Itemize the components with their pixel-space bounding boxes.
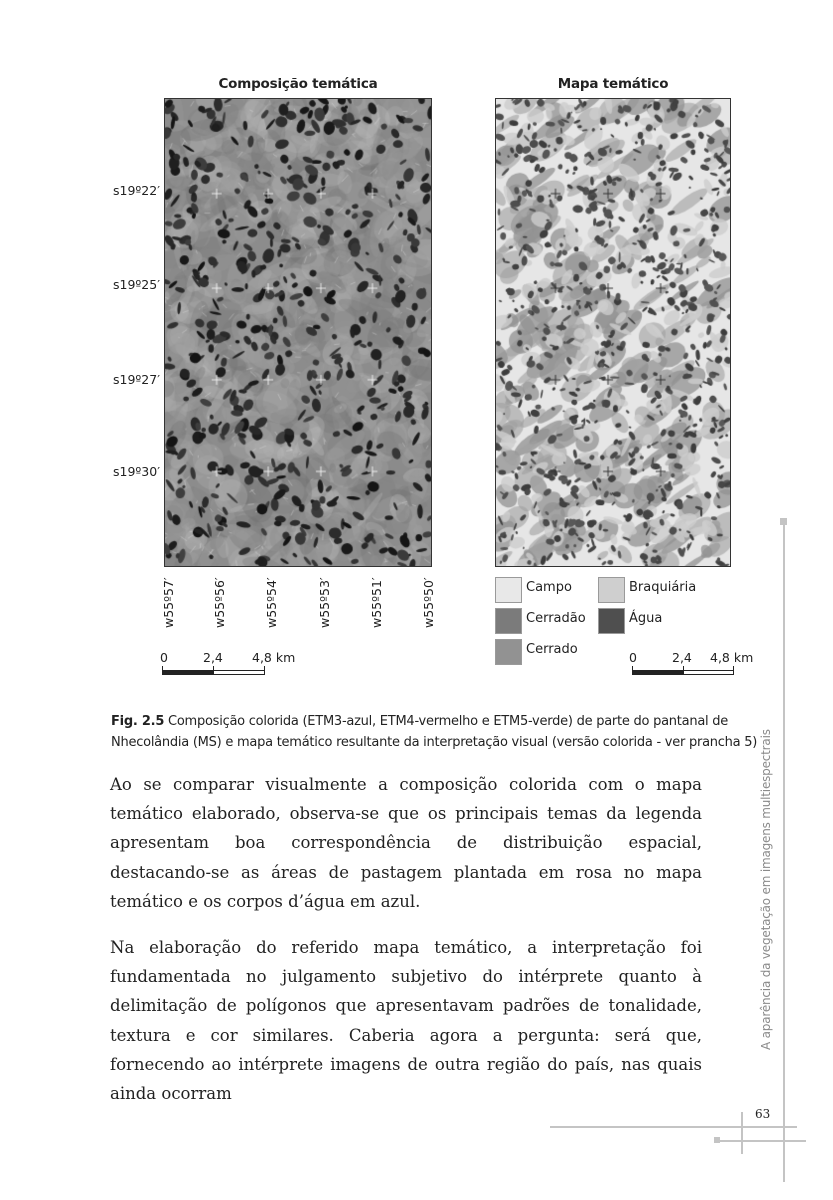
- scale-tick-label: 4,8 km: [710, 650, 754, 665]
- scale-tick: [213, 666, 214, 675]
- scale-segment-white: [213, 670, 265, 675]
- thematic-map-image: [495, 98, 731, 567]
- page-number: 63: [755, 1107, 771, 1121]
- right-map-title: Mapa temático: [557, 76, 669, 92]
- figure-caption-text: Composição colorida (ETM3-azul, ETM4-vermelho e ETM5-verde) de parte do pantanal de Nhecolândia (MS) e mapa temático resultante da interpretação visual (versão colorida - ver prancha 5): [111, 714, 758, 750]
- footer-horizontal-rule: [550, 1126, 797, 1128]
- scale-segment-black: [632, 670, 684, 675]
- longitude-label: w55º54′: [264, 577, 279, 628]
- latitude-label: s19º27′: [113, 372, 161, 387]
- right-scale-bar: [629, 650, 754, 680]
- scale-segment-white: [683, 670, 734, 675]
- legend-label: Cerrado: [526, 642, 578, 657]
- latitude-label: s19º22′: [113, 183, 161, 198]
- scale-tick-label: 0: [160, 650, 168, 665]
- legend-label: Água: [629, 611, 663, 626]
- scale-tick: [683, 666, 684, 675]
- longitude-label: w55º56′: [212, 577, 227, 628]
- legend-swatch: [495, 639, 522, 665]
- scale-tick: [733, 666, 734, 675]
- latitude-label: s19º30′: [113, 464, 161, 479]
- left-scale-bar: [160, 650, 296, 680]
- legend-swatch: [495, 608, 522, 634]
- figure-caption: [111, 711, 771, 753]
- scale-tick-label: 4,8 km: [252, 650, 296, 665]
- legend-swatch: [598, 577, 625, 603]
- running-head: A aparência da vegetação em imagens multiespectrais: [759, 729, 773, 1050]
- latitude-label: s19º25′: [113, 277, 161, 292]
- body-paragraph: Ao se comparar visualmente a composição colorida com o mapa temático elaborado, observa-se que os principais temas da legenda apresentam boa correspondência de distribuição espacial, destacando-se as áreas de pastagem plantada em rosa no mapa temático e os corpos d’água em azul.: [110, 775, 702, 911]
- longitude-label: w55º51′: [369, 577, 384, 628]
- scale-tick-label: 2,4: [203, 650, 223, 665]
- longitude-label: w55º57′: [161, 577, 176, 628]
- footer-short-rule: [716, 1140, 806, 1142]
- legend-swatch: [598, 608, 625, 634]
- composite-satellite-image: [164, 98, 432, 567]
- body-paragraph: Na elaboração do referido mapa temático, a interpretação foi fundamentada no julgamento subjetivo do intérprete quanto à delimitação de polígonos que apresentavam padrões de tonalidade, textura e cor similares. Caberia agora a pergunta: será que, fornecendo ao intérprete imagens de outra região do país, nas quais ainda ocorram: [110, 938, 702, 1104]
- legend-label: Campo: [526, 580, 572, 595]
- composite-image-canvas: [165, 99, 431, 566]
- scale-tick-label: 0: [629, 650, 637, 665]
- scale-tick: [264, 666, 265, 675]
- scale-segment-black: [162, 670, 214, 675]
- scale-tick: [162, 666, 163, 675]
- longitude-label: w55º50′: [421, 577, 436, 628]
- thematic-map-canvas: [496, 99, 730, 566]
- legend-label: Cerradão: [526, 611, 586, 626]
- rule-end-square: [714, 1137, 720, 1143]
- left-map-title: Composição temática: [218, 76, 378, 92]
- footer-vertical-tick: [741, 1112, 743, 1154]
- rule-end-square: [780, 518, 787, 525]
- margin-vertical-rule: [783, 522, 785, 1182]
- longitude-label: w55º53′: [317, 577, 332, 628]
- legend-swatch: [495, 577, 522, 603]
- scale-tick: [632, 666, 633, 675]
- figure-number: Fig. 2.5: [111, 714, 165, 729]
- legend-label: Braquiária: [629, 580, 697, 595]
- scale-tick-label: 2,4: [672, 650, 692, 665]
